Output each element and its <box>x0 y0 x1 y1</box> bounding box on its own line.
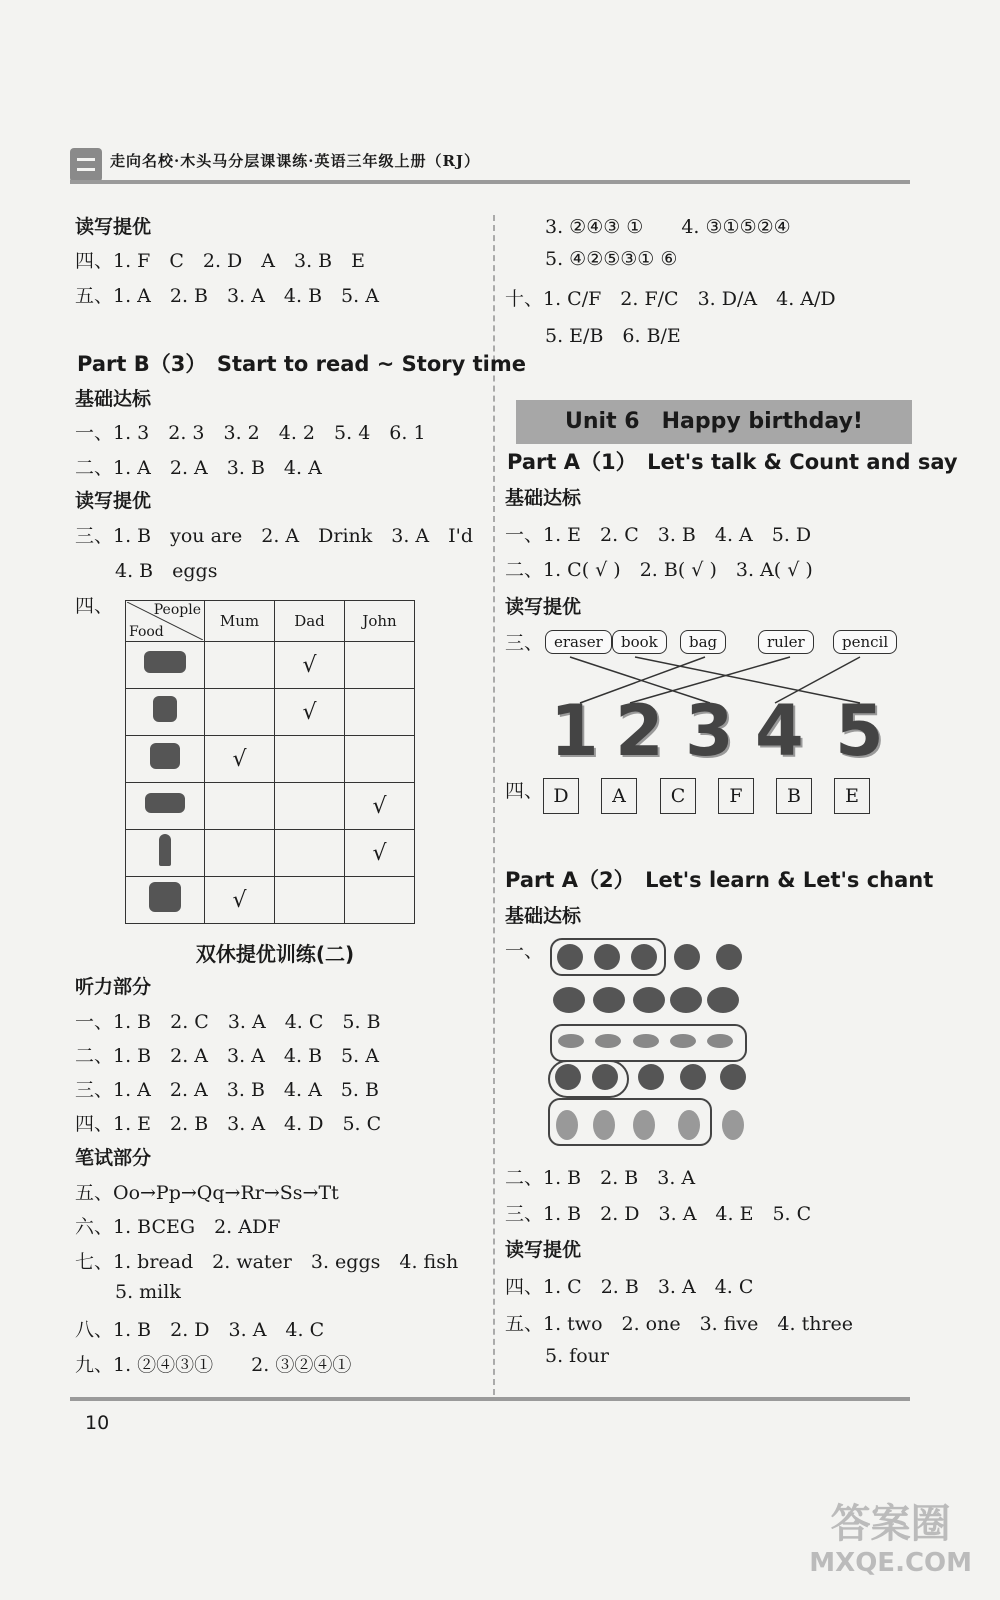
apple-icon <box>674 944 700 970</box>
food-label: Food <box>129 624 164 640</box>
section-title: 读写提优 <box>75 216 152 238</box>
table-cell <box>345 736 415 783</box>
table-cell <box>275 877 345 924</box>
watermark <box>809 1500 972 1578</box>
answer-line: 3. ②④③ ① 4. ③①⑤②④ <box>545 216 791 238</box>
section-title: 笔试部分 <box>75 1147 152 1169</box>
letter-box: A <box>601 778 637 814</box>
column-header: Mum <box>205 601 275 642</box>
letter-box: B <box>776 778 812 814</box>
bread-icon <box>150 743 180 769</box>
table-cell <box>345 642 415 689</box>
table-cell <box>275 783 345 830</box>
answer-line: 三、1. B you are 2. A Drink 3. A I'd <box>75 525 474 547</box>
answer-line: 二、1. B 2. B 3. A <box>505 1167 696 1189</box>
answer-line: 四、1. C 2. B 3. A 4. C <box>505 1276 754 1298</box>
juice-icon <box>153 696 177 722</box>
answer-line: 一、1. B 2. C 3. A 4. C 5. B <box>75 1011 381 1033</box>
watermelon-icon <box>670 987 702 1013</box>
header-rule <box>70 180 910 184</box>
answer-line: 5. ④②⑤③① ⑥ <box>545 248 678 270</box>
answer-line: 八、1. B 2. D 3. A 4. C <box>75 1319 325 1341</box>
section-title: 读写提优 <box>505 1239 582 1261</box>
orange-icon <box>555 1064 581 1090</box>
section-title: 基础达标 <box>505 905 582 927</box>
food-preference-table <box>125 600 415 924</box>
column-header: John <box>345 601 415 642</box>
answer-line: 七、1. bread 2. water 3. eggs 4. fish <box>75 1251 459 1273</box>
people-label: People <box>153 602 201 618</box>
pear-icon <box>593 1110 615 1140</box>
answer-line: 三、1. A 2. A 3. B 4. A 5. B <box>75 1079 379 1101</box>
orange-icon <box>680 1064 706 1090</box>
table-cell: √ <box>205 877 275 924</box>
orange-icon <box>592 1064 618 1090</box>
table-cell <box>345 689 415 736</box>
pear-icon <box>722 1110 744 1140</box>
section-title: 读写提优 <box>75 490 152 512</box>
table-cell <box>205 783 275 830</box>
table-row <box>126 783 415 830</box>
table-cell <box>275 830 345 877</box>
answer-line: 六、1. BCEG 2. ADF <box>75 1216 281 1238</box>
number-character: 2 <box>615 690 664 772</box>
word-box: pencil <box>833 630 897 654</box>
section-title: 基础达标 <box>75 388 152 410</box>
watermark-url: MXQE.COM <box>809 1548 972 1578</box>
milk-icon <box>149 882 181 912</box>
table-cell <box>205 642 275 689</box>
table-cell <box>275 736 345 783</box>
number-character: 3 <box>685 690 734 772</box>
pear-icon <box>556 1110 578 1140</box>
fish-icon <box>144 651 186 673</box>
footer-rule <box>70 1397 910 1401</box>
table-cell: √ <box>345 830 415 877</box>
cake-icon <box>145 793 185 813</box>
word-box: book <box>612 630 667 654</box>
number-character: 1 <box>550 690 599 772</box>
watermelon-icon <box>553 987 585 1013</box>
watermark-text: 答案圈 <box>830 1501 951 1547</box>
answer-line: 五、1. two 2. one 3. five 4. three <box>505 1313 854 1335</box>
answer-line: 二、1. A 2. A 3. B 4. A <box>75 457 322 479</box>
section-title: 读写提优 <box>505 596 582 618</box>
apple-icon <box>594 944 620 970</box>
column-divider <box>493 215 495 1395</box>
apple-icon <box>557 944 583 970</box>
header-title: 走向名校·木头马分层课课练·英语三年级上册（RJ） <box>110 152 481 170</box>
table-cell: √ <box>345 783 415 830</box>
answer-line: 九、1. ②④③① 2. ③②④① <box>75 1354 352 1376</box>
banana-icon <box>707 1034 733 1048</box>
orange-icon <box>638 1064 664 1090</box>
word-box: ruler <box>758 630 814 654</box>
table-corner-cell <box>126 601 205 642</box>
table-cell: √ <box>275 642 345 689</box>
table-cell: √ <box>205 736 275 783</box>
watermelon-icon <box>593 987 625 1013</box>
answer-line: 四、 <box>75 595 114 617</box>
header-book-icon <box>70 148 102 182</box>
answer-line: 三、1. B 2. D 3. A 4. E 5. C <box>505 1203 812 1225</box>
answer-line: 5. milk <box>115 1281 181 1303</box>
banana-icon <box>670 1034 696 1048</box>
number-character: 4 <box>755 690 804 772</box>
letter-box: E <box>834 778 870 814</box>
table-row <box>126 736 415 783</box>
table-cell <box>345 877 415 924</box>
answer-line: 一、1. E 2. C 3. B 4. A 5. D <box>505 524 812 546</box>
letter-box: C <box>660 778 696 814</box>
pear-icon <box>633 1110 655 1140</box>
orange-icon <box>720 1064 746 1090</box>
section-title: 基础达标 <box>505 487 582 509</box>
answer-line: 五、Oo→Pp→Qq→Rr→Ss→Tt <box>75 1182 339 1204</box>
answer-line: 三、 <box>505 632 544 654</box>
table-cell: √ <box>275 689 345 736</box>
column-header: Dad <box>275 601 345 642</box>
pear-icon <box>678 1110 700 1140</box>
answer-line: 一、1. 3 2. 3 3. 2 4. 2 5. 4 6. 1 <box>75 422 426 444</box>
answer-line: 五、1. A 2. B 3. A 4. B 5. A <box>75 285 379 307</box>
word-box: bag <box>680 630 726 654</box>
letter-box: D <box>543 778 579 814</box>
page-number: 10 <box>85 1412 110 1434</box>
answer-line: 四、1. E 2. B 3. A 4. D 5. C <box>75 1113 382 1135</box>
watermelon-icon <box>633 987 665 1013</box>
banana-icon <box>595 1034 621 1048</box>
table-row <box>126 877 415 924</box>
table-cell <box>205 830 275 877</box>
answer-line: 十、1. C/F 2. F/C 3. D/A 4. A/D <box>505 288 836 310</box>
answer-line: 一、 <box>505 940 544 962</box>
watermelon-icon <box>707 987 739 1013</box>
apple-icon <box>631 944 657 970</box>
part-title: Part A（1） Let's talk & Count and say <box>507 450 958 474</box>
answer-line: 5. E/B 6. B/E <box>545 325 681 347</box>
answer-line: 四、1. F C 2. D A 3. B E <box>75 250 366 272</box>
table-cell <box>205 689 275 736</box>
letter-box: F <box>718 778 754 814</box>
unit-title: Unit 6 Happy birthday! <box>565 409 863 434</box>
answer-line: 4. B eggs <box>115 560 218 582</box>
training-title: 双休提优训练(二) <box>195 942 355 966</box>
number-character: 5 <box>835 690 884 772</box>
answer-line: 二、1. B 2. A 3. A 4. B 5. A <box>75 1045 379 1067</box>
banana-icon <box>633 1034 659 1048</box>
answer-line: 四、 <box>505 780 544 802</box>
table-row <box>126 830 415 877</box>
apple-icon <box>716 944 742 970</box>
answer-line: 5. four <box>545 1345 609 1367</box>
section-title: 听力部分 <box>75 976 152 998</box>
answer-line: 二、1. C( √ ) 2. B( √ ) 3. A( √ ) <box>505 559 813 581</box>
table-row <box>126 642 415 689</box>
word-box: eraser <box>545 630 612 654</box>
table-row <box>126 689 415 736</box>
part-title: Part B（3） Start to read ~ Story time <box>77 352 526 376</box>
part-title: Part A（2） Let's learn & Let's chant <box>505 868 934 892</box>
banana-icon <box>558 1034 584 1048</box>
ice-cream-icon <box>159 834 171 866</box>
